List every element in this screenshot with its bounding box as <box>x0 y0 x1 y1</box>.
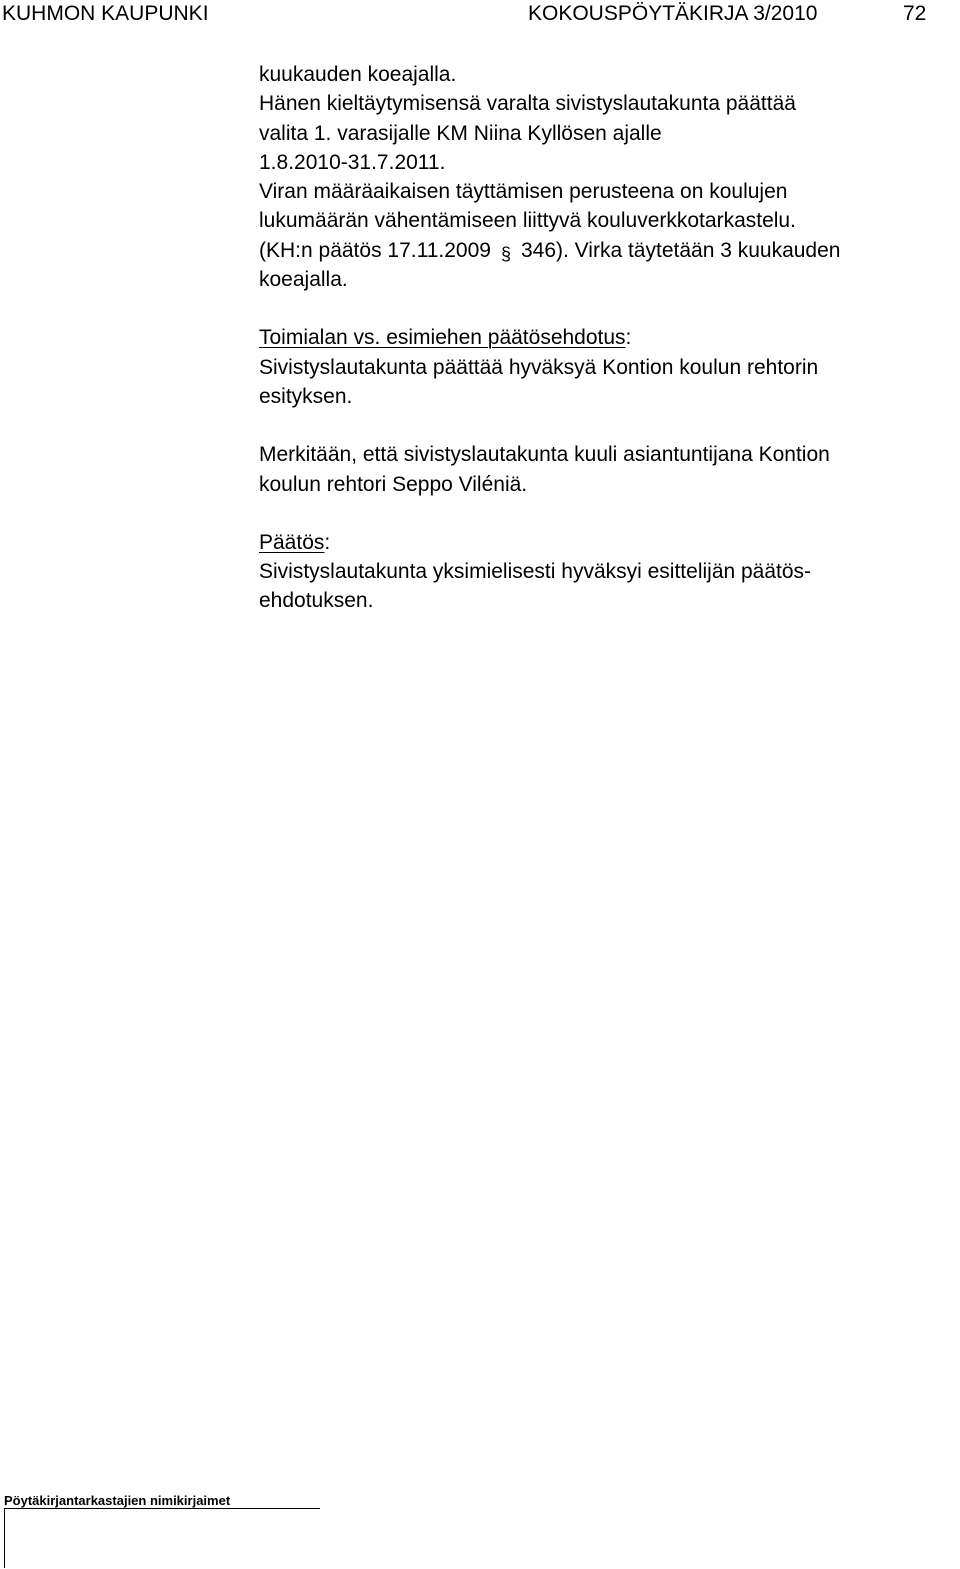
organization-name: KUHMON KAUPUNKI <box>2 2 209 25</box>
body-line: kuukauden koeajalla. <box>259 63 457 86</box>
page-number: 72 <box>903 2 927 25</box>
body-line: valita 1. varasijalle KM Niina Kyllösen ajalle <box>259 121 662 145</box>
footer-signature-line <box>4 1508 320 1509</box>
decision-heading-line <box>259 528 959 557</box>
kh-decision-text-rest: 346). Virka täytetään 3 kuukauden <box>520 238 841 262</box>
footer-signature-box-edge <box>4 1508 5 1568</box>
decision-line: ehdotuksen. <box>259 589 374 613</box>
paragraph-gap <box>259 294 959 323</box>
proposal-heading-colon: : <box>625 326 632 350</box>
proposal-heading: Toimialan vs. esimiehen päätösehdotus <box>259 326 626 350</box>
kh-decision-line <box>259 236 959 265</box>
body-line: lukumäärän vähentämiseen liittyvä kouluverkkotarkastelu. <box>259 209 796 233</box>
note-line: Merkitään, että sivistyslautakunta kuuli asiantuntijana Kontion <box>259 443 830 467</box>
page-header <box>0 0 960 30</box>
proposal-heading-line <box>259 323 959 352</box>
paragraph-gap <box>259 411 959 440</box>
document-title: KOKOUSPÖYTÄKIRJA 3/2010 <box>528 2 818 25</box>
proposal-line: Sivistyslautakunta päättää hyväksyä Kontion koulun rehtorin <box>259 355 819 379</box>
proposal-line: esityksen. <box>259 384 353 408</box>
paragraph-gap <box>259 499 959 528</box>
document-body <box>259 60 959 616</box>
body-line: 1.8.2010-31.7.2011. <box>259 150 446 174</box>
page-footer <box>4 1493 324 1509</box>
decision-line: Sivistyslautakunta yksimielisesti hyväksyi esittelijän päätös- <box>259 560 812 584</box>
decision-heading: Päätös <box>259 530 325 554</box>
kh-decision-text: (KH:n päätös 17.11.2009 <box>259 238 491 262</box>
section-sign: § <box>500 243 511 264</box>
body-line: Hänen kieltäytymisensä varalta sivistyslautakunta päättää <box>259 92 796 116</box>
body-line: koeajalla. <box>259 268 348 292</box>
footer-label: Pöytäkirjantarkastajien nimikirjaimet <box>4 1493 231 1508</box>
decision-heading-colon: : <box>324 530 331 554</box>
note-line: koulun rehtori Seppo Viléniä. <box>259 472 528 496</box>
body-line: Viran määräaikaisen täyttämisen perusteena on koulujen <box>259 180 788 204</box>
